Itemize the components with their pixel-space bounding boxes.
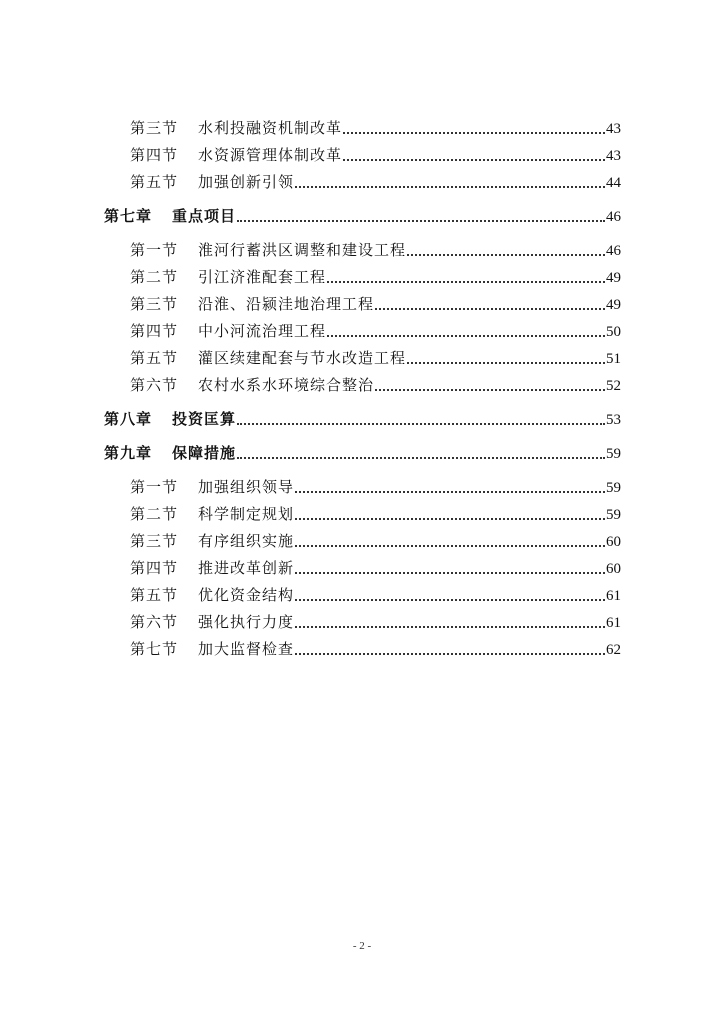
- toc-entry-title: 加大监督检查: [198, 640, 295, 658]
- toc-entry[interactable]: [130, 116, 621, 138]
- toc-entry-number: 第一节: [130, 478, 179, 496]
- toc-entry-page: 49: [606, 297, 621, 313]
- toc-entry-number: 第二节: [130, 505, 179, 523]
- toc-entry-number: 第一节: [130, 241, 179, 259]
- toc-dot-leader: [375, 308, 605, 310]
- toc-entry-title: 科学制定规划: [198, 505, 295, 523]
- toc-chapter-number: 第九章: [104, 444, 153, 462]
- toc-entry-number: 第七节: [130, 640, 179, 658]
- toc-chapter-entry[interactable]: [104, 441, 621, 463]
- toc-dot-leader: [343, 159, 605, 161]
- toc-entry-page: 52: [606, 378, 621, 394]
- toc-entry-number: 第四节: [130, 146, 179, 164]
- toc-entry-number: 第三节: [130, 295, 179, 313]
- toc-dot-leader: [237, 220, 605, 222]
- toc-entry-title: 水利投融资机制改革: [198, 119, 343, 137]
- toc-entry[interactable]: [130, 346, 621, 368]
- toc-entry[interactable]: [130, 170, 621, 192]
- toc-entry-number: 第六节: [130, 376, 179, 394]
- toc-entry-number: 第六节: [130, 613, 179, 631]
- toc-entry[interactable]: [130, 143, 621, 165]
- toc-dot-leader: [295, 491, 605, 493]
- toc-entry-number: 第四节: [130, 559, 179, 577]
- toc-entry[interactable]: [130, 556, 621, 578]
- toc-entry-page: 44: [606, 175, 621, 191]
- toc-entry-page: 46: [606, 209, 621, 225]
- toc-entry-title: 加强创新引领: [198, 173, 295, 191]
- toc-entry-page: 49: [606, 270, 621, 286]
- page-number: - 2 -: [352, 940, 372, 952]
- toc-entry[interactable]: [130, 292, 621, 314]
- toc-entry-number: 第五节: [130, 173, 179, 191]
- toc-entry-page: 61: [606, 588, 621, 604]
- toc-entry-title: 中小河流治理工程: [198, 322, 327, 340]
- toc-dot-leader: [295, 518, 605, 520]
- toc-entry[interactable]: [130, 529, 621, 551]
- toc-entry-title: 沿淮、沿颍洼地治理工程: [198, 295, 375, 313]
- toc-chapter-entry[interactable]: [104, 204, 621, 226]
- toc-chapter-title: 重点项目: [172, 207, 237, 225]
- toc-dot-leader: [295, 653, 605, 655]
- toc-entry[interactable]: [130, 319, 621, 341]
- toc-entry[interactable]: [130, 373, 621, 395]
- toc-entry-title: 强化执行力度: [198, 613, 295, 631]
- toc-entry-page: 59: [606, 480, 621, 496]
- toc-entry[interactable]: [130, 475, 621, 497]
- toc-chapter-title: 投资匡算: [172, 410, 237, 428]
- toc-entry-number: 第三节: [130, 119, 179, 137]
- toc-entry-title: 推进改革创新: [198, 559, 295, 577]
- toc-dot-leader: [295, 545, 605, 547]
- toc-entry-page: 60: [606, 534, 621, 550]
- toc-dot-leader: [407, 254, 605, 256]
- toc-dot-leader: [295, 626, 605, 628]
- toc-dot-leader: [343, 132, 605, 134]
- toc-entry-number: 第四节: [130, 322, 179, 340]
- toc-entry-page: 59: [606, 507, 621, 523]
- toc-chapter-number: 第七章: [104, 207, 153, 225]
- toc-entry[interactable]: [130, 265, 621, 287]
- toc-entry[interactable]: [130, 502, 621, 524]
- toc-entry-page: 50: [606, 324, 621, 340]
- toc-entry-number: 第二节: [130, 268, 179, 286]
- toc-chapter-title: 保障措施: [172, 444, 237, 462]
- toc-entry-number: 第五节: [130, 586, 179, 604]
- toc-entry-page: 51: [606, 351, 621, 367]
- toc-entry[interactable]: [130, 637, 621, 659]
- toc-entry-title: 引江济淮配套工程: [198, 268, 327, 286]
- toc-entry-title: 淮河行蓄洪区调整和建设工程: [198, 241, 407, 259]
- toc-dot-leader: [237, 457, 605, 459]
- toc-dot-leader: [295, 599, 605, 601]
- toc-entry-page: 43: [606, 148, 621, 164]
- toc-entry-page: 60: [606, 561, 621, 577]
- toc-entry[interactable]: [130, 610, 621, 632]
- toc-dot-leader: [327, 335, 605, 337]
- toc-entry[interactable]: [130, 583, 621, 605]
- toc-dot-leader: [237, 423, 605, 425]
- toc-entry[interactable]: [130, 238, 621, 260]
- toc-entry-title: 加强组织领导: [198, 478, 295, 496]
- toc-dot-leader: [295, 572, 605, 574]
- toc-dot-leader: [327, 281, 605, 283]
- toc-entry-title: 水资源管理体制改革: [198, 146, 343, 164]
- toc-dot-leader: [295, 186, 605, 188]
- toc-dot-leader: [407, 362, 605, 364]
- toc-entry-page: 62: [606, 642, 621, 658]
- toc-dot-leader: [375, 389, 605, 391]
- toc-entry-number: 第三节: [130, 532, 179, 550]
- toc-entry-title: 优化资金结构: [198, 586, 295, 604]
- toc-chapter-entry[interactable]: [104, 407, 621, 429]
- toc-chapter-number: 第八章: [104, 410, 153, 428]
- toc-entry-number: 第五节: [130, 349, 179, 367]
- toc-entry-page: 43: [606, 121, 621, 137]
- toc-entry-page: 46: [606, 243, 621, 259]
- toc-entry-page: 59: [606, 446, 621, 462]
- toc-entry-title: 有序组织实施: [198, 532, 295, 550]
- toc-entry-title: 农村水系水环境综合整治: [198, 376, 375, 394]
- toc-entry-title: 灌区续建配套与节水改造工程: [198, 349, 407, 367]
- toc-entry-page: 61: [606, 615, 621, 631]
- toc-entry-page: 53: [606, 412, 621, 428]
